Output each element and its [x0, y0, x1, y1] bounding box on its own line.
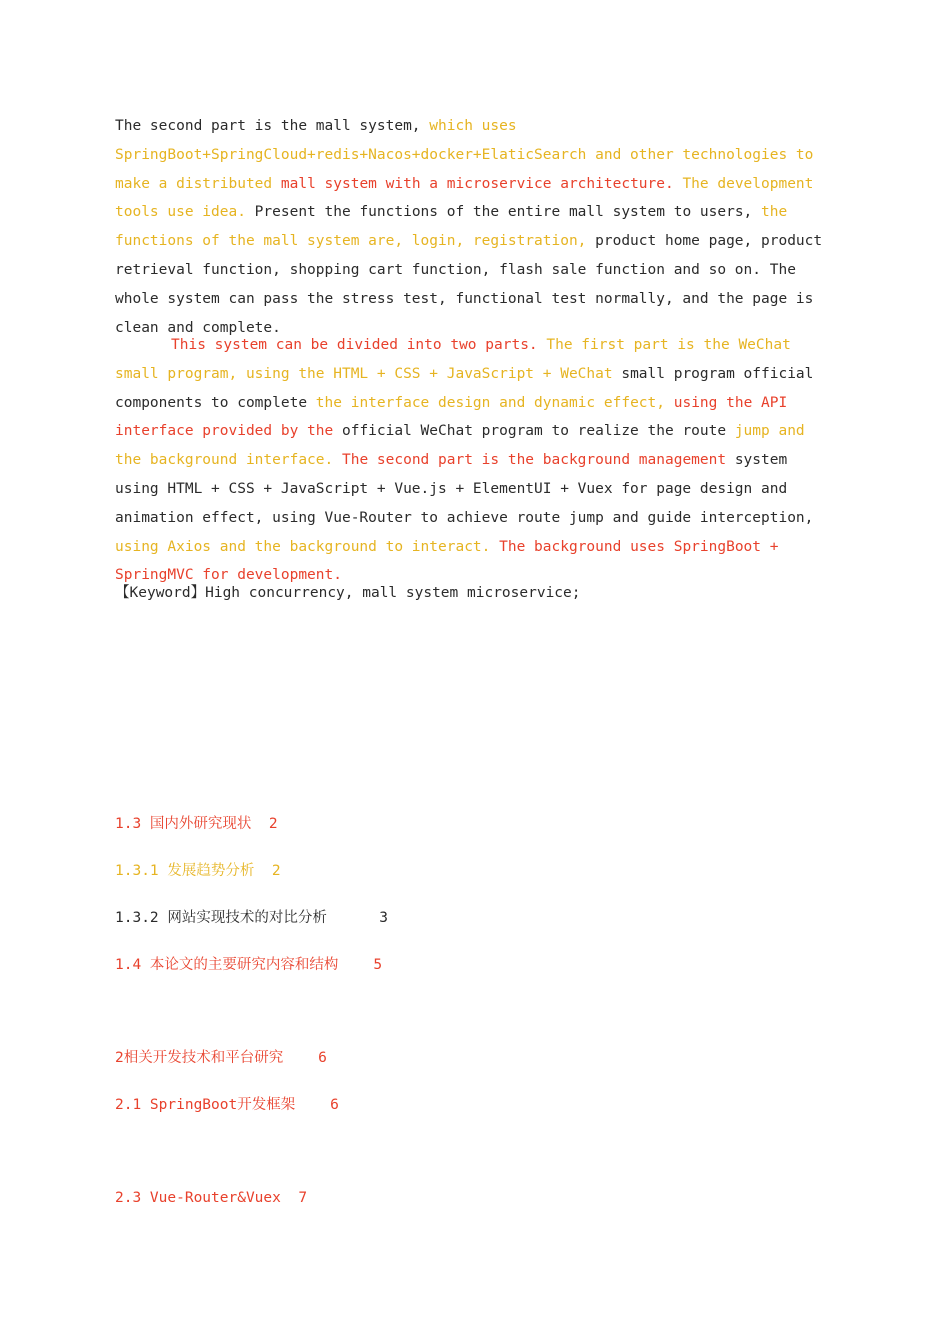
text-run: the functions of the mall system are, login, registration, [115, 204, 788, 250]
toc-entry[interactable]: 2.1 SpringBoot开发框架 6 [115, 1097, 339, 1113]
text-run: official WeChat program to realize the route [333, 423, 735, 440]
text-run: product home page, product retrieval function, shopping cart function, flash sale function and so on. The whole system can pass the stress test, functional test normally, and the page is clean and complete. [115, 233, 823, 336]
text-run: The background uses SpringBoot + SpringMVC for development. [115, 538, 779, 584]
toc-entry[interactable]: 1.3.1 发展趋势分析 2 [115, 863, 281, 879]
toc-entry[interactable]: 1.3.2 网站实现技术的对比分析 3 [115, 910, 388, 926]
text-run: the interface design and dynamic effect, [315, 394, 665, 411]
text-run: using Axios and the background to interact. [115, 538, 491, 555]
text-run: The second part is the background management [333, 452, 727, 469]
abstract-paragraph-2 [115, 331, 830, 590]
text-run: This system can be divided into two parts. [171, 337, 538, 353]
text-run: The second part is the mall system, [115, 118, 430, 134]
keyword-line: 【Keyword】High concurrency, mall system microservice; [115, 585, 581, 601]
text-run: system using HTML + CSS + JavaScript + Vue.js + ElementUI + Vuex for page design and animation effect, using Vue-Router to achieve route jump and guide interception, [115, 452, 814, 526]
toc-entry[interactable]: 1.3 国内外研究现状 2 [115, 816, 278, 832]
toc-entry[interactable]: 2相关开发技术和平台研究 6 [115, 1050, 327, 1066]
text-run: using the API interface provided by the [115, 394, 788, 440]
text-run: The first part is the WeChat small program, using the HTML + CSS + JavaScript + WeChat [115, 337, 791, 382]
text-run: small program official components to complete [115, 365, 814, 411]
text-run: The development tools use idea. [115, 175, 814, 221]
text-run: which uses SpringBoot+SpringCloud+redis+Nacos+docker+ElaticSearch and other technologies to make a distributed [115, 118, 814, 192]
text-run: Present the functions of the entire mall system to users, [245, 204, 762, 221]
abstract-paragraph-1 [115, 112, 830, 342]
text-run: jump and the background interface. [115, 423, 805, 469]
text-run: mall system with a microservice architecture. [280, 175, 674, 192]
toc-entry[interactable]: 2.3 Vue-Router&Vuex 7 [115, 1190, 308, 1206]
toc-entry[interactable]: 1.4 本论文的主要研究内容和结构 5 [115, 957, 383, 973]
